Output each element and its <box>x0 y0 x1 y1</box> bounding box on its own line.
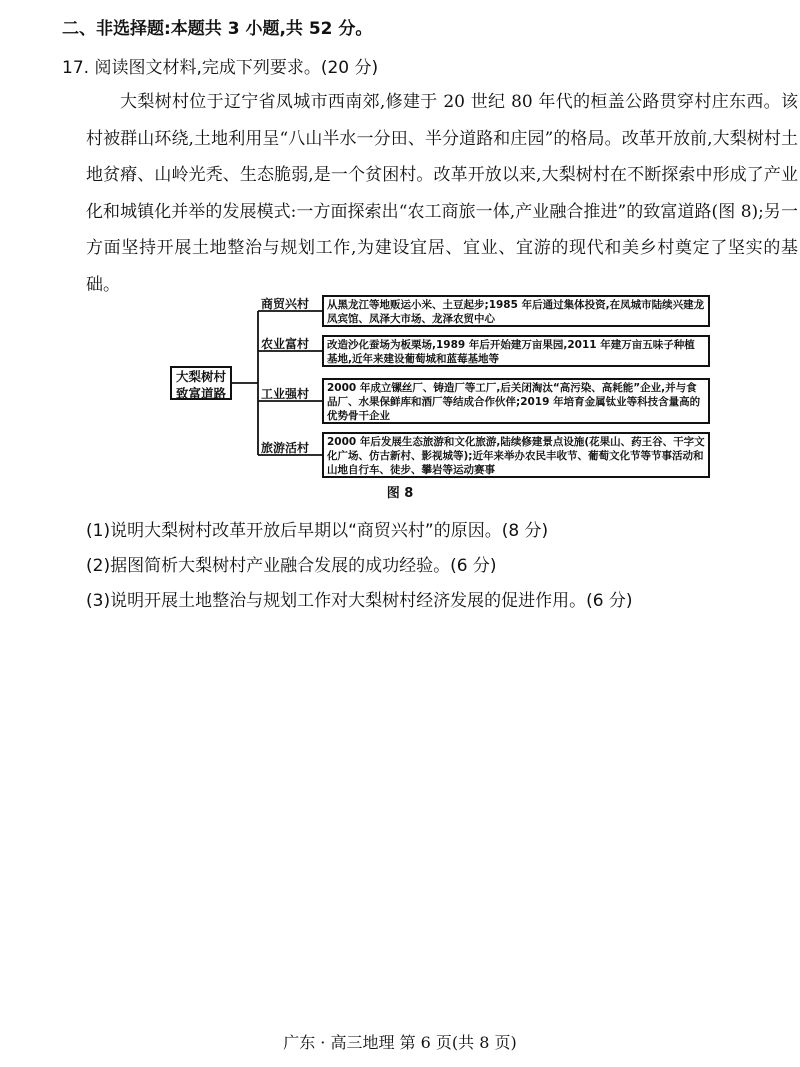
sub-question-2: (2)据图简析大梨树村产业融合发展的成功经验。(6 分) <box>86 556 497 576</box>
branch-desc-industry: 2000 年成立镙丝厂、铸造厂等工厂,后关闭淘汰“高污染、高耗能”企业,并与食品厂、水果保鲜库和酒厂等结成合作伙伴;2019 年培育金属钛业等科技含量高的优势骨干企业 <box>322 378 710 424</box>
sub-question-1: (1)说明大梨树村改革开放后早期以“商贸兴村”的原因。(8 分) <box>86 521 549 541</box>
branch-label-agriculture: 农业富村 <box>261 337 310 351</box>
branch-desc-commerce: 从黑龙江等地贩运小米、土豆起步;1985 年后通过集体投资,在凤城市陆续兴建龙凤宾馆、凤泽大市场、龙泽农贸中心 <box>322 295 710 327</box>
page-footer: 广东 · 高三地理 第 6 页(共 8 页) <box>283 1033 517 1052</box>
question-title: 17. 阅读图文材料,完成下列要求。(20 分) <box>62 58 379 78</box>
figure-caption: 图 8 <box>386 486 414 501</box>
branch-label-commerce: 商贸兴村 <box>261 297 310 311</box>
section-title: 二、非选择题:本题共 3 小题,共 52 分。 <box>62 19 373 39</box>
diagram-center-box <box>170 366 232 400</box>
branch-label-industry: 工业强村 <box>261 387 310 401</box>
sub-question-3: (3)说明开展土地整治与规划工作对大梨树村经济发展的促进作用。(6 分) <box>86 591 633 611</box>
material-paragraph: 大梨树村位于辽宁省凤城市西南郊,修建于 20 世纪 80 年代的桓盖公路贯穿村庄东西。该村被群山环绕,土地利用呈“八山半水一分田、半分道路和庄园”的格局。改革开放前,大梨树村土地贫瘠、山岭光秃、生态脆弱,是一个贫困村。改革开放以来,大梨树村在不断探索中形成了产业化和城镇化并举的发展模式:一方面探索出“农工商旅一体,产业融合推进”的致富道路(图 8);另一方面坚持开展土地整治与规划工作,为建设宜居、宜业、宜游的现代和美乡村奠定了坚实的基础。 <box>86 92 798 295</box>
center-label-line2: 致富道路 <box>175 386 226 401</box>
branch-label-tourism: 旅游活村 <box>261 441 310 455</box>
branch-desc-tourism: 2000 年后发展生态旅游和文化旅游,陆续修建景点设施(花果山、药王谷、干字文化广场、仿古新村、影视城等);近年来举办农民丰收节、葡萄文化节等节事活动和山地自行车、徒步、攀岩等运动赛事 <box>322 432 710 478</box>
branch-desc-agriculture: 改造沙化蚕场为板栗场,1989 年后开始建万亩果园,2011 年建万亩五味子种植基地,近年来建设葡萄城和蓝莓基地等 <box>322 335 710 367</box>
center-label-line1: 大梨树村 <box>175 369 226 384</box>
